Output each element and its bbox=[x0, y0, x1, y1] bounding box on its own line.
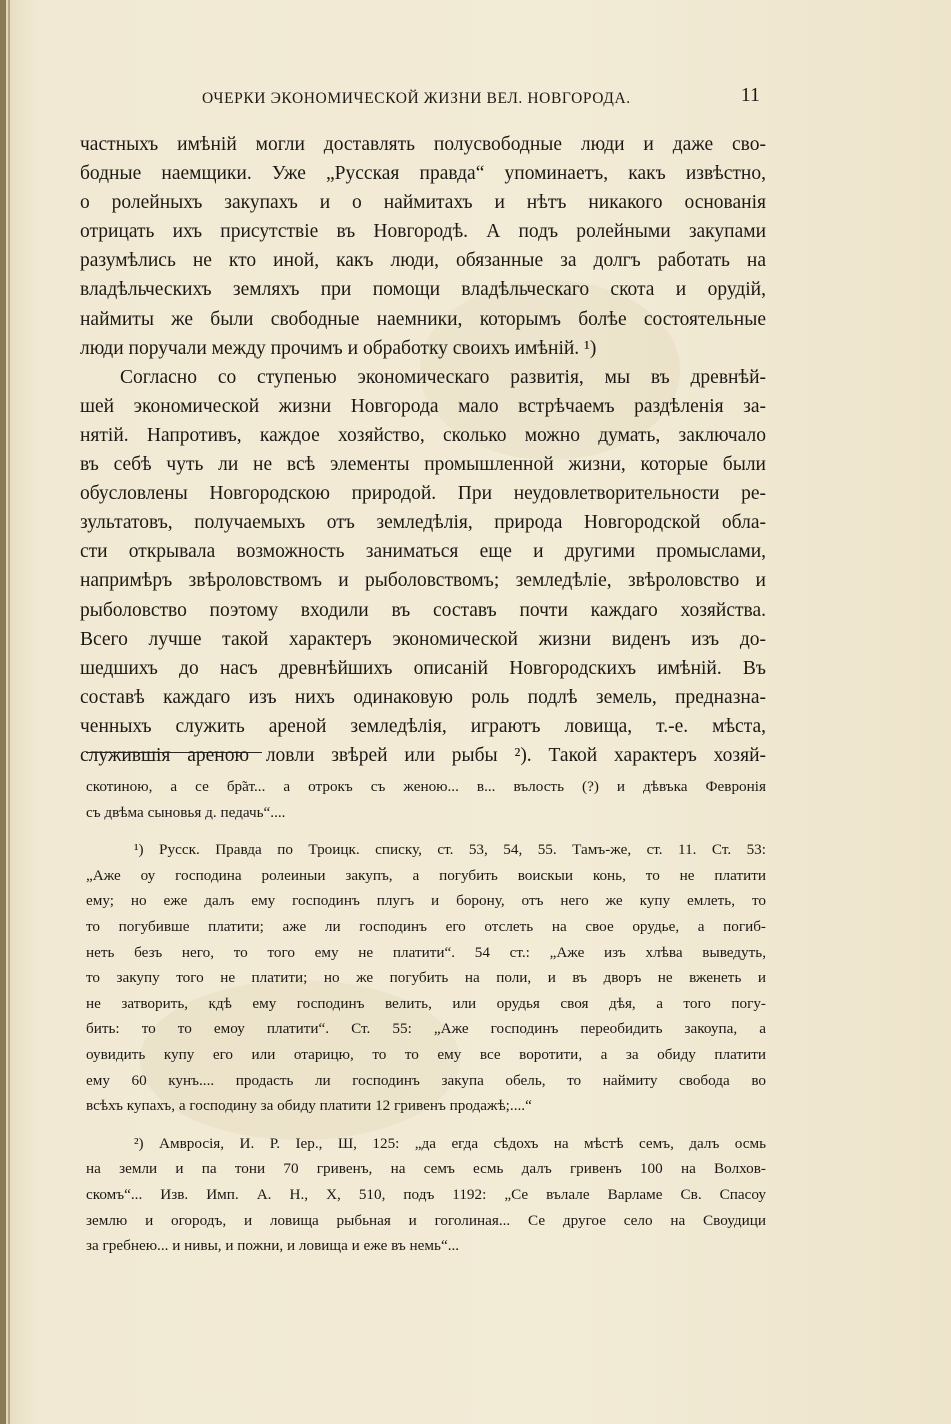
footnote-line: всѣхъ купахъ, а господину за обиду платити 12 гривенъ продажѣ;....“ bbox=[86, 1097, 532, 1115]
footnotes bbox=[86, 774, 766, 1259]
footnote-line: то погубивше платити; аже ли господинъ его отслеть на свое орудье, а погиб- bbox=[86, 917, 766, 935]
text-line: сти открывала возможность заниматься еще и другими промыслами, bbox=[80, 541, 766, 563]
footnote-line: ему 60 кунъ.... продасть ли господинъ закупа обель, то наймиту свобода во bbox=[86, 1071, 766, 1089]
text-line: шей экономической жизни Новгорода мало встрѣчаемъ раздѣленія за- bbox=[80, 395, 766, 417]
text-line: составѣ каждаго изъ нихъ одинаковую роль подлѣ земель, предназна- bbox=[80, 686, 766, 708]
footnote-line: оувидить купу его или отарицю, то то ему все воротити, а за обиду платити bbox=[86, 1045, 766, 1063]
text-line: рыболовство поэтому входили въ составъ почти каждаго хозяйства. bbox=[80, 599, 766, 621]
text-line: напримѣръ звѣроловствомъ и рыболовствомъ; земледѣліе, звѣроловство и bbox=[80, 570, 766, 592]
binding-shadow bbox=[8, 0, 10, 1424]
footnote-line: ¹) Русск. Правда по Троицк. списку, ст. 53, 54, 55. Тамъ-же, ст. 11. Ст. 53: bbox=[134, 841, 766, 859]
footnote-line: съ двѣма сыновья д. педачь“.... bbox=[86, 803, 286, 821]
footnote-line: бить: то то емоу платити“. Ст. 55: „Аже господинъ переобидить закоупа, а bbox=[86, 1020, 766, 1038]
text-line: шедшихъ до насъ древнѣйшихъ описаній Новгородскихъ имѣній. Въ bbox=[80, 657, 766, 679]
text-line: въ себѣ чуть ли не всѣ элементы промышленной жизни, которые были bbox=[80, 454, 766, 476]
text-line: наймиты же были свободные наемники, которымъ болѣе состоятельные bbox=[80, 308, 766, 330]
binding-edge bbox=[0, 0, 6, 1424]
page-header bbox=[80, 84, 760, 114]
footnote-line: за гребнею... и нивы, и пожни, и ловища и еже въ немь“... bbox=[86, 1237, 460, 1255]
footnote-line: то закупу того не платити; но же погубить на поли, и въ дворъ не вженеть и bbox=[86, 969, 766, 987]
footnote-line: землю и огородъ, и ловища рыбьная и гоголиная... Се другое село на Своудици bbox=[86, 1211, 766, 1229]
footnote-line: „Аже оу господина ролеиныи закупъ, а погубить воискыи конь, то не платити bbox=[86, 866, 766, 884]
page-number: 11 bbox=[740, 84, 760, 106]
text-line: Согласно со ступенью экономическаго развитія, мы въ древнѣй- bbox=[120, 366, 766, 388]
text-line: бодные наемщики. Уже „Русская правда“ упоминаетъ, какъ извѣстно, bbox=[80, 163, 766, 185]
text-line: разумѣлись не кто иной, какъ люди, обязанные за долгъ работать на bbox=[80, 250, 766, 272]
footnote-line: скотиною, а се бр̃ат... а отрокъ съ женою... в... вълость (?) и дѣвъка Февронія bbox=[86, 778, 766, 795]
running-title: ОЧЕРКИ ЭКОНОМИЧЕСКОЙ ЖИЗНИ ВЕЛ. НОВГОРОДА. bbox=[202, 90, 631, 107]
footnote-line: неть безъ него, то того ему не платити“. 54 ст.: „Аже изъ хлѣва выведуть, bbox=[86, 943, 766, 961]
text-line: обусловлены Новгородскою природой. При неудовлетворительности ре- bbox=[80, 483, 766, 505]
footnote-line: на земли и па тони 70 гривенъ, на семъ есмь далъ гривенъ 100 на Волхов- bbox=[86, 1160, 766, 1178]
footnote-separator bbox=[86, 752, 262, 753]
text-line: нятій. Напротивъ, каждое хозяйство, сколько можно думать, заключало bbox=[80, 424, 766, 446]
footnote-line: ²) Амвросія, И. Р. Іер., Ш, 125: „да егда сѣдохъ на мѣстѣ семъ, далъ осмь bbox=[134, 1134, 766, 1152]
footnote-line: ему; но еже далъ ему господинъ плугъ и борону, отъ него же купу емлеть, то bbox=[86, 892, 766, 910]
text-line: зультатовъ, получаемыхъ отъ земледѣлія, природа Новгородской обла- bbox=[80, 512, 766, 534]
footnote-line: не затворить, кдѣ ему господинъ велить, или орудья своя дѣя, а того погу- bbox=[86, 994, 766, 1012]
text-line: владѣльческихъ земляхъ при помощи владѣльческаго скота и орудій, bbox=[80, 279, 766, 301]
text-line: Всего лучше такой характеръ экономической жизни виденъ изъ до- bbox=[80, 628, 766, 650]
text-line: люди поручали между прочимъ и обработку своихъ имѣній. ¹) bbox=[80, 337, 597, 359]
text-line: о ролейныхъ закупахъ и о наймитахъ и нѣтъ никакого основанія bbox=[80, 192, 766, 214]
text-line: ченныхъ служить ареной земледѣлія, играютъ ловища, т.-е. мѣста, bbox=[80, 715, 766, 737]
text-line: отрицать ихъ присутствіе въ Новгородѣ. А подъ ролейными закупами bbox=[80, 221, 766, 243]
text-line: служившія ареною ловли звѣрей или рыбы ²). Такой характеръ хозяй- bbox=[80, 744, 766, 766]
main-text bbox=[80, 130, 766, 770]
footnote-line: скомъ“... Изв. Имп. А. Н., X, 510, подъ 1192: „Се вълале Варламе Св. Спасоу bbox=[86, 1185, 766, 1203]
text-line: частныхъ имѣній могли доставлять полусвободные люди и даже сво- bbox=[80, 134, 766, 155]
